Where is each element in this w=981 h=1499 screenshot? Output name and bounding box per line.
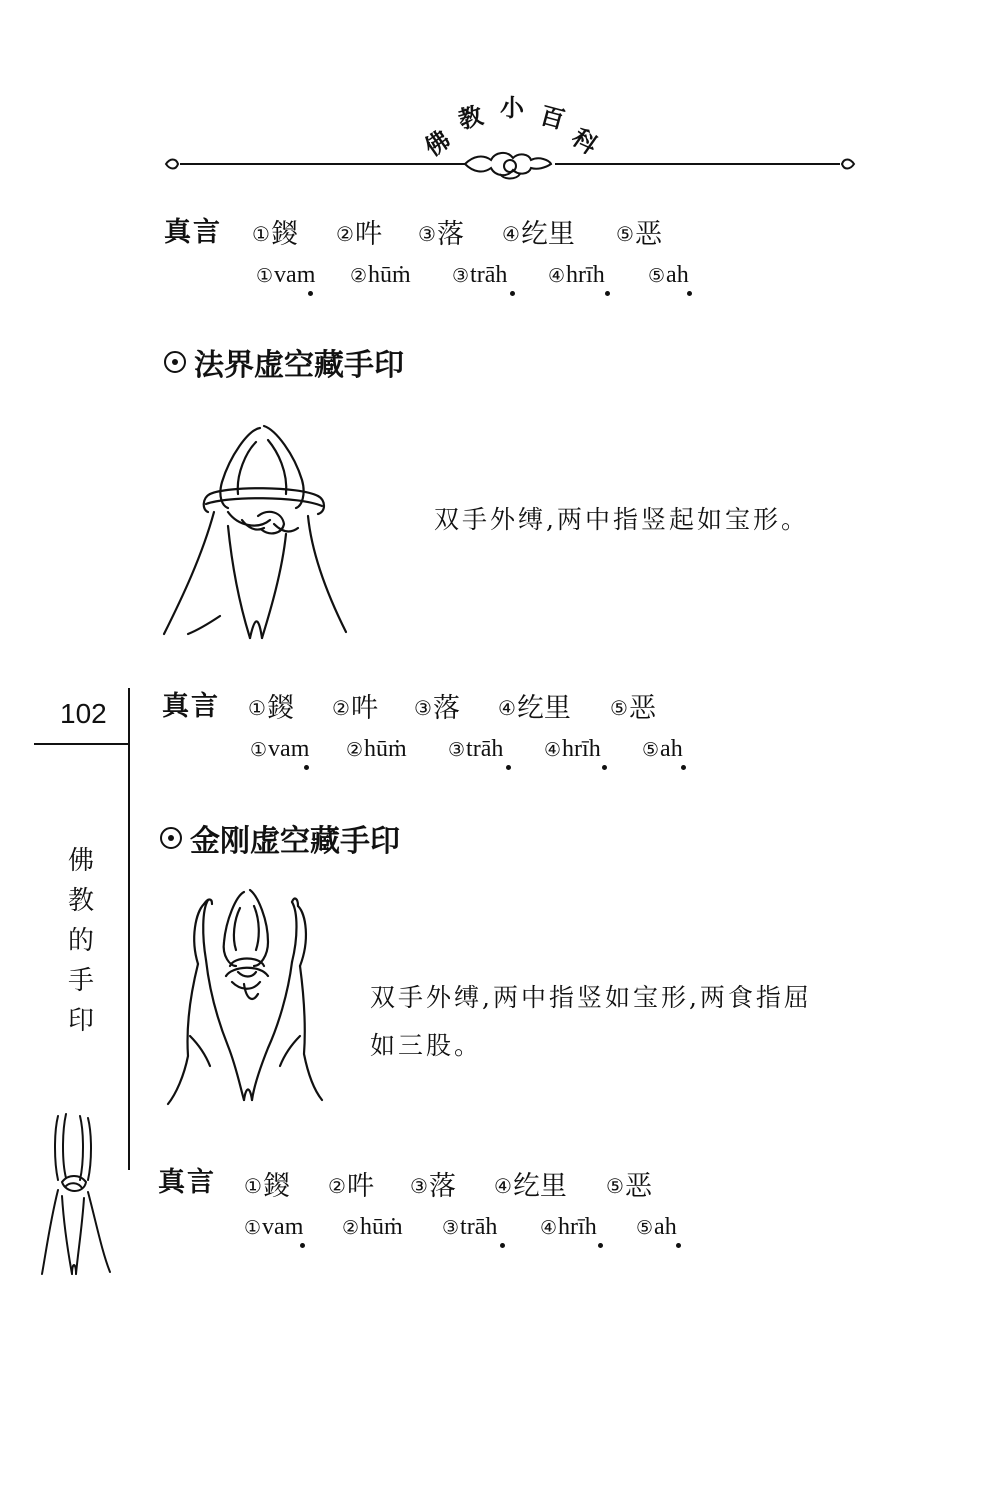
mantra-romanized: ⑤ah: [642, 736, 683, 762]
page-number-rule: [34, 743, 130, 745]
mantra-romanized: ④hrīh: [544, 736, 601, 762]
mantra-syllable: ④纥里: [498, 693, 571, 724]
underdot: [676, 1243, 681, 1248]
underdot: [681, 765, 686, 770]
margin-vertical-rule: [128, 688, 130, 1170]
mantra-syllable: ⑤恶: [616, 219, 662, 250]
mantra-romanized: ①vam: [256, 262, 316, 288]
section-title-2: 金刚虚空藏手印: [160, 816, 400, 860]
underdot: [605, 291, 610, 296]
mantra-syllable: ①鍐: [252, 219, 298, 250]
underdot: [598, 1243, 603, 1248]
header-cloud-rule: [160, 148, 860, 184]
header-char: 科: [566, 123, 603, 160]
mantra-romanized: ⑤ah: [648, 262, 689, 288]
mantra-romanized: ③trāh: [442, 1214, 498, 1240]
underdot: [687, 291, 692, 296]
header-char: 佛: [419, 125, 456, 162]
section-description-2: 双手外缚,两中指竖如宝形,两食指屈 如三股。: [370, 983, 812, 1060]
side-title-char: 印: [67, 1006, 94, 1036]
mantra-romanized: ④hrīh: [548, 262, 605, 288]
mantra-syllable: ③落: [410, 1171, 456, 1202]
underdot: [602, 765, 607, 770]
underdot: [300, 1243, 305, 1248]
underdot: [506, 765, 511, 770]
section-description-1: 双手外缚,两中指竖起如宝形。: [434, 505, 809, 534]
side-title-char: 佛: [67, 846, 94, 876]
side-title-char: 的: [67, 926, 94, 956]
header-char: 教: [455, 101, 486, 135]
mantra-syllable: ②吽: [328, 1171, 374, 1202]
side-title-char: 教: [67, 886, 94, 916]
side-title-char: 手: [67, 966, 94, 996]
mantra-romanized: ②hūṁ: [342, 1214, 403, 1240]
mantra-romanized: ②hūṁ: [346, 736, 407, 762]
mantra-romanized: ②hūṁ: [350, 262, 411, 288]
mantra-label: 真言: [164, 217, 222, 248]
mantra-syllable: ①鍐: [244, 1171, 290, 1202]
underdot: [308, 291, 313, 296]
mantra-syllable: ③落: [414, 693, 460, 724]
header-char: 小: [500, 94, 524, 122]
mantra-romanized: ⑤ah: [636, 1214, 677, 1240]
mudra-illustration-1: [158, 416, 358, 648]
underdot: [500, 1243, 505, 1248]
mantra-romanized: ①vam: [250, 736, 310, 762]
section-title-1: 法界虚空藏手印: [164, 340, 404, 384]
page-number: 102: [60, 698, 107, 729]
mudra-illustration-2: [160, 886, 328, 1108]
mantra-syllable: ③落: [418, 219, 464, 250]
circle-dot-bullet-icon: [160, 827, 182, 849]
mantra-syllable: ④纥里: [502, 219, 575, 250]
mantra-romanized: ③trāh: [448, 736, 504, 762]
mantra-label: 真言: [162, 691, 220, 722]
mantra-syllable: ⑤恶: [610, 693, 656, 724]
mantra-label: 真言: [158, 1167, 216, 1198]
mantra-romanized: ①vam: [244, 1214, 304, 1240]
mantra-romanized: ④hrīh: [540, 1214, 597, 1240]
mantra-syllable: ①鍐: [248, 693, 294, 724]
header-char: 百: [537, 101, 568, 135]
mantra-syllable: ②吽: [332, 693, 378, 724]
mantra-syllable: ②吽: [336, 219, 382, 250]
circle-dot-bullet-icon: [164, 351, 186, 373]
mantra-syllable: ④纥里: [494, 1171, 567, 1202]
underdot: [304, 765, 309, 770]
underdot: [510, 291, 515, 296]
mantra-romanized: ③trāh: [452, 262, 508, 288]
side-mudra-emblem: [40, 1112, 116, 1280]
mantra-syllable: ⑤恶: [606, 1171, 652, 1202]
